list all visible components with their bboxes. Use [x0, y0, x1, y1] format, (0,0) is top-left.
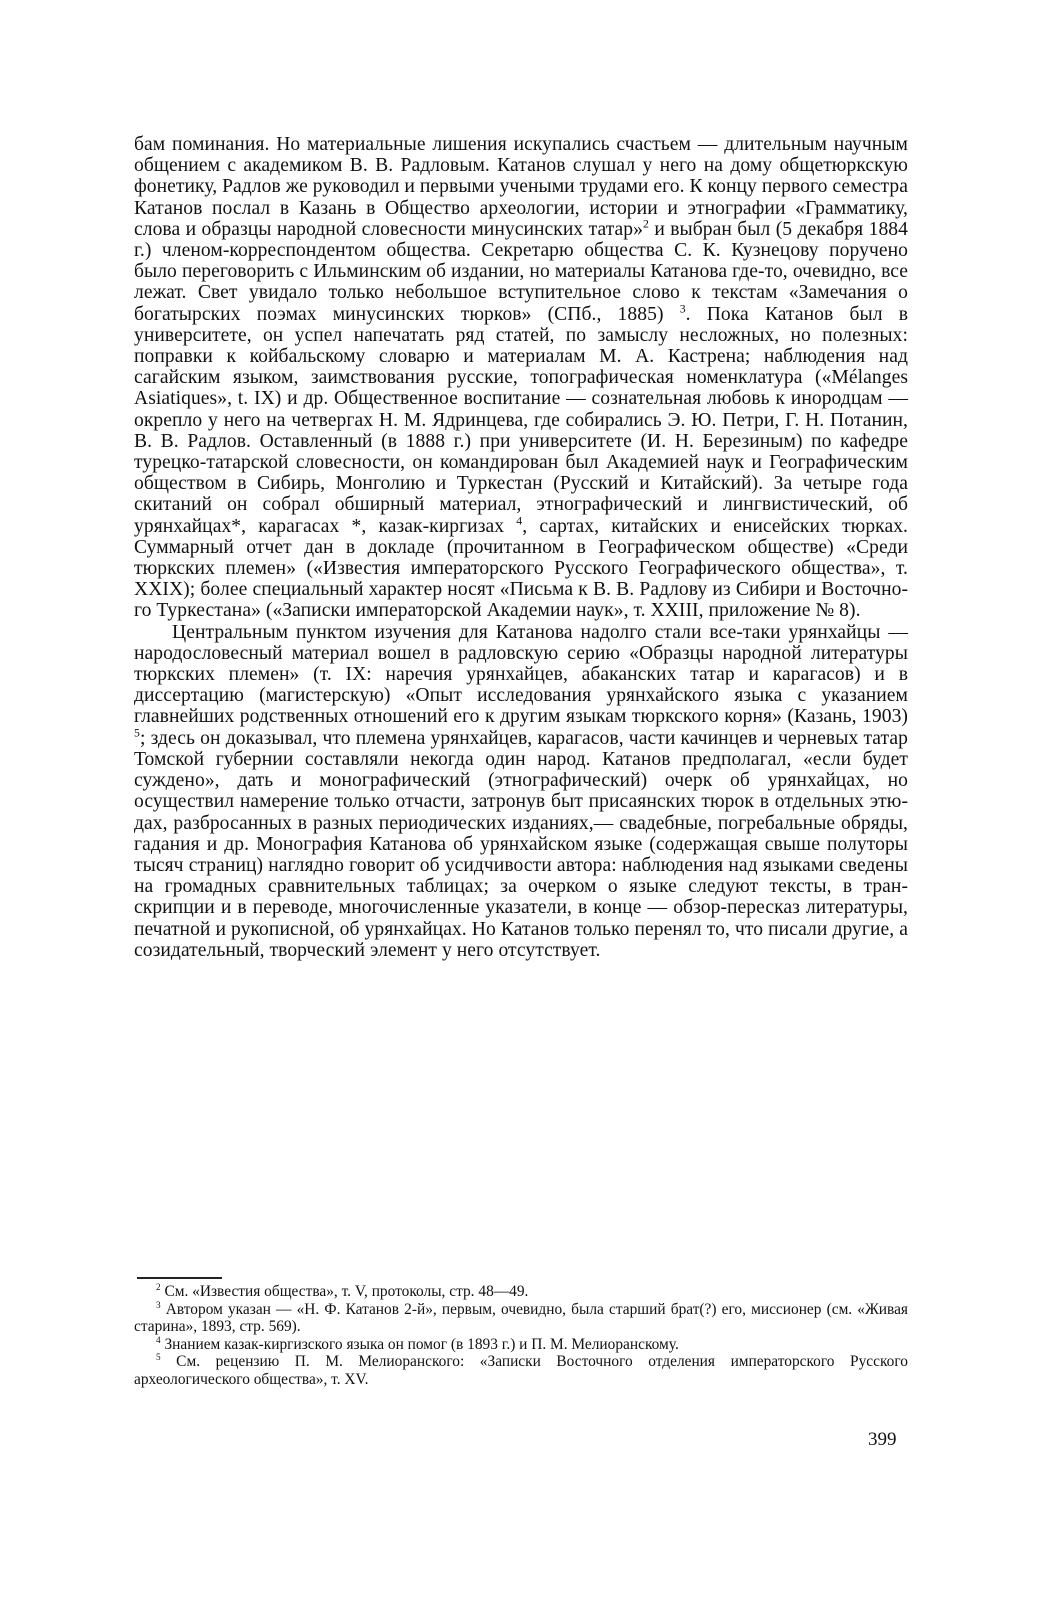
body-text: [134, 134, 908, 961]
footnote: [134, 1353, 908, 1388]
footnote-reference: 5: [134, 726, 140, 740]
footnote-text: См. «Известия общества», т. V, протоколы, стр. 48—49.: [160, 1283, 529, 1300]
footnote-text: См. рецензию П. М. Мелиоранского: «Записки Восточного отделения императорского Русского археологического общества», т. XV.: [134, 1353, 908, 1388]
footnote: [134, 1301, 908, 1336]
page-number: 399: [868, 1429, 897, 1450]
paragraph-text: и выбран был (5 декабря 1884 г.) членом-корреспондентом общества. Секретарю общества С. К. Кузнецову поручено было переговорить с Ильминским об издании, но материалы Катанова где-то, очевидно, все лежат. Свет увидало только небольшое вступительное слово к текстам «Замечания о богатырских поэмах минусинских тюрков» (СПб., 1885): [134, 218, 908, 325]
paragraph-text: Центральным пунктом изучения для Катанова надолго стали все-таки урянхайцы — народословесный материал вошел в радловскую серию «Образцы народной литературы тюркских племен» (т. IX: наречия урянхайцев, абаканских татар и карагасов) и в диссертацию (магистерскую) «Опыт исследования урянхайского языка с указанием главнейших родственных отношений его к другим языкам тюркского корня» (Казань, 1903): [134, 621, 908, 728]
footnote-mark: 3: [156, 1299, 161, 1310]
footnote-reference: 2: [643, 217, 649, 231]
footnote-mark: 4: [156, 1334, 161, 1345]
footnotes: [134, 1283, 908, 1388]
page-content: [134, 134, 908, 961]
footnote-mark: 5: [156, 1351, 161, 1362]
footnote-mark: 2: [156, 1281, 161, 1292]
footnote-text: Знанием казак-киргизского языка он помог (в 1893 г.) и П. М. Мелиоранскому.: [160, 1335, 679, 1353]
paragraph-text: . Пока Катанов был в университете, он успел напечатать ряд статей, по замыслу несложных, но полезных: поправки к койбальскому словарю и материалам М. А. Кастрена; наблюдения над сагайским языком, заимствования русские, топографическая номенклатура («Mélanges Asiatiques», t. IX) и др. Общественное воспитание — сознательная любовь к инородцам — окрепло у него на четвергах Н. М. Ядринцева, где собирались Э. Ю. Петри, Г. Н. Потанин, В. В. Радлов. Оставленный (в 1888 г.) при университете (И. Н. Березиным) по кафедре турецко-татарской словесности, он командирован был Академией наук и Географическим обществом в Сибирь, Монголию и Туркестан (Русский и Китайский). За четыре года скитаний он собрал обширный материал, этнографический и лингвистический, об урянхайцах*, карагасах *, казак-киргизах: [134, 303, 908, 537]
paragraph-text: бам поминания. Но материальные лишения искупались счастьем — длительным научным общением с академиком В. В. Радловым. Катанов слушал у него на дому общетюркскую фонетику, Радлов же руководил и первыми учеными трудами его. К концу первого семестра Катанов послал в Казань в Общество археологии, истории и этнографии «Грамматику, слова и образцы народной словесности минусинских татар»: [134, 134, 908, 240]
footnote-reference: 3: [679, 302, 686, 316]
paragraph-text: , сартах, китайских и енисейских тюрках. Суммарный отчет дан в докладе (прочитанном в Географическом обществе) «Среди тюркских племен» («Известия императорского Русского Географического общества», т. XXIX); более специальный характер носят «Письма к В. В. Радлову из Сибири и Восточного Туркестана» («Записки императорской Академии наук», т. XXIII, приложение № 8).: [134, 515, 908, 622]
footnote-reference: 4: [516, 514, 523, 528]
footnote: [134, 1336, 908, 1354]
paragraph-text: ; здесь он доказывал, что племена урянхайцев, карагасов, части качинцев и черневых татар Томской губернии составляли некогда один народ. Катанов предполагал, «если будет суждено», дать и монографический (этнографический) очерк об урянхайцах, но осуществил намерение только отчасти, затронув быт присаянских тюрок в отдельных этюдах, разбросанных в разных периодических изданиях,— свадебные, погребальные обряды, гадания и др. Монография Катанова об урянхайском языке (содержащая свыше полуторы тысяч страниц) наглядно говорит об усидчивости автора: наблюдения над языками сведены на громадных сравнительных таблицах; за очерком о языке следуют тексты, в транскрипции и в переводе, многочисленные указатели, в конце — обзор-пересказ литературы, печатной и рукописной, об урянхайцах. Но Катанов только перенял то, что писали другие, а созидательный, творческий элемент у него отсутствует.: [134, 727, 908, 961]
footnote-text: Автором указан — «Н. Ф. Катанов 2-й», первым, очевидно, была старший брат(?) его, миссионер (см. «Живая старина», 1893, стр. 569).: [134, 1300, 908, 1335]
footnote: [134, 1283, 908, 1301]
body-paragraph: [134, 622, 908, 961]
footnote-separator: [137, 1277, 222, 1279]
body-paragraph: [134, 134, 908, 622]
